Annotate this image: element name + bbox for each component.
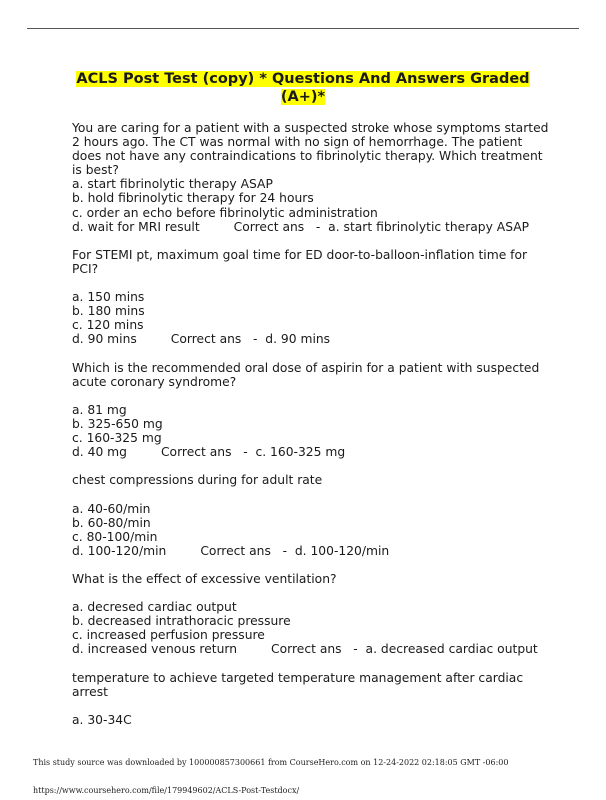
download-notice: This study source was downloaded by 100000857300661 from CourseHero.com on 12-24-2022 02:18:05 GMT -06:00 — [33, 758, 509, 767]
answer-option — [72, 516, 542, 530]
answer-option — [72, 642, 542, 656]
answer-option — [72, 614, 542, 628]
question-text: chest compressions during for adult rate — [72, 473, 323, 488]
question-text: temperature to achieve targeted temperature management after cardiac — [72, 670, 524, 685]
question-list — [72, 121, 549, 727]
option-text: d. increased venous return — [72, 642, 238, 657]
option-text: d. 90 mins — [72, 332, 137, 347]
option-text: a. 30-34C — [72, 712, 132, 727]
option-text: d. 40 mg — [72, 445, 127, 460]
option-text: a. start fibrinolytic therapy ASAP — [72, 177, 273, 192]
answer-option — [72, 318, 542, 332]
answer-option — [72, 220, 542, 234]
document-title — [60, 70, 546, 106]
answer-option — [72, 177, 542, 191]
answer-option — [72, 600, 542, 614]
source-url[interactable]: https://www.coursehero.com/file/179949602/ACLS-Post-Testdocx/ — [33, 786, 300, 795]
question-block — [72, 473, 542, 572]
correct-answer: Correct ans - c. 160-325 mg — [160, 445, 346, 460]
correct-answer: Correct ans - d. 90 mins — [170, 332, 331, 347]
header-rule — [27, 28, 579, 29]
option-text: c. increased perfusion pressure — [72, 628, 265, 643]
option-text: d. wait for MRI result — [72, 219, 200, 234]
question-block — [72, 361, 542, 474]
answer-option — [72, 544, 542, 558]
option-text: c. 80-100/min — [72, 529, 158, 544]
option-text: c. 120 mins — [72, 318, 144, 333]
question-block — [72, 121, 549, 248]
question-text: acute coronary syndrome? — [72, 374, 237, 389]
correct-answer: Correct ans - a. start fibrinolytic therapy ASAP — [233, 219, 530, 234]
option-text: a. decresed cardiac output — [72, 600, 237, 615]
title-line-1: ACLS Post Test (copy) * Questions And Answers Graded — [76, 71, 530, 87]
answer-option — [72, 628, 542, 642]
question-block — [72, 248, 542, 361]
option-text: c. order an echo before fibrinolytic administration — [72, 205, 378, 220]
option-text: a. 150 mins — [72, 290, 145, 305]
option-text: b. 60-80/min — [72, 515, 151, 530]
option-text: d. 100-120/min — [72, 543, 167, 558]
correct-answer: Correct ans - d. 100-120/min — [200, 543, 390, 558]
answer-option — [72, 191, 542, 205]
question-text: arrest — [72, 684, 108, 699]
answer-option — [72, 431, 542, 445]
answer-option — [72, 403, 542, 417]
question-text: 2 hours ago. The CT was normal with no sign of hemorrhage. The patient — [72, 135, 523, 150]
question-text: Which is the recommended oral dose of aspirin for a patient with suspected — [72, 360, 540, 375]
answer-option — [72, 417, 542, 431]
answer-option — [72, 290, 542, 304]
answer-option — [72, 304, 542, 318]
question-text: is best? — [72, 163, 119, 178]
question-text: PCI? — [72, 261, 99, 276]
answer-option — [72, 530, 542, 544]
option-text: b. hold fibrinolytic therapy for 24 hours — [72, 191, 314, 206]
question-text: You are caring for a patient with a suspected stroke whose symptoms started — [72, 121, 549, 135]
answer-option — [72, 332, 542, 346]
option-text: a. 40-60/min — [72, 501, 151, 516]
option-text: b. decreased intrathoracic pressure — [72, 614, 291, 629]
title-line-2: (A+)* — [280, 89, 326, 105]
answer-option — [72, 206, 542, 220]
option-text: b. 325-650 mg — [72, 416, 163, 431]
question-text: does not have any contraindications to fibrinolytic therapy. Which treatment — [72, 149, 543, 164]
option-text: a. 81 mg — [72, 402, 127, 417]
question-block — [72, 671, 542, 727]
question-block — [72, 572, 542, 671]
question-text: What is the effect of excessive ventilation? — [72, 572, 337, 586]
correct-answer: Correct ans - a. decreased cardiac output — [271, 642, 538, 657]
answer-option — [72, 445, 542, 459]
option-text: b. 180 mins — [72, 304, 145, 319]
option-text: c. 160-325 mg — [72, 431, 162, 446]
answer-option — [72, 502, 542, 516]
question-text: For STEMI pt, maximum goal time for ED door-to-balloon-inflation time for — [72, 247, 528, 262]
answer-option — [72, 713, 542, 727]
